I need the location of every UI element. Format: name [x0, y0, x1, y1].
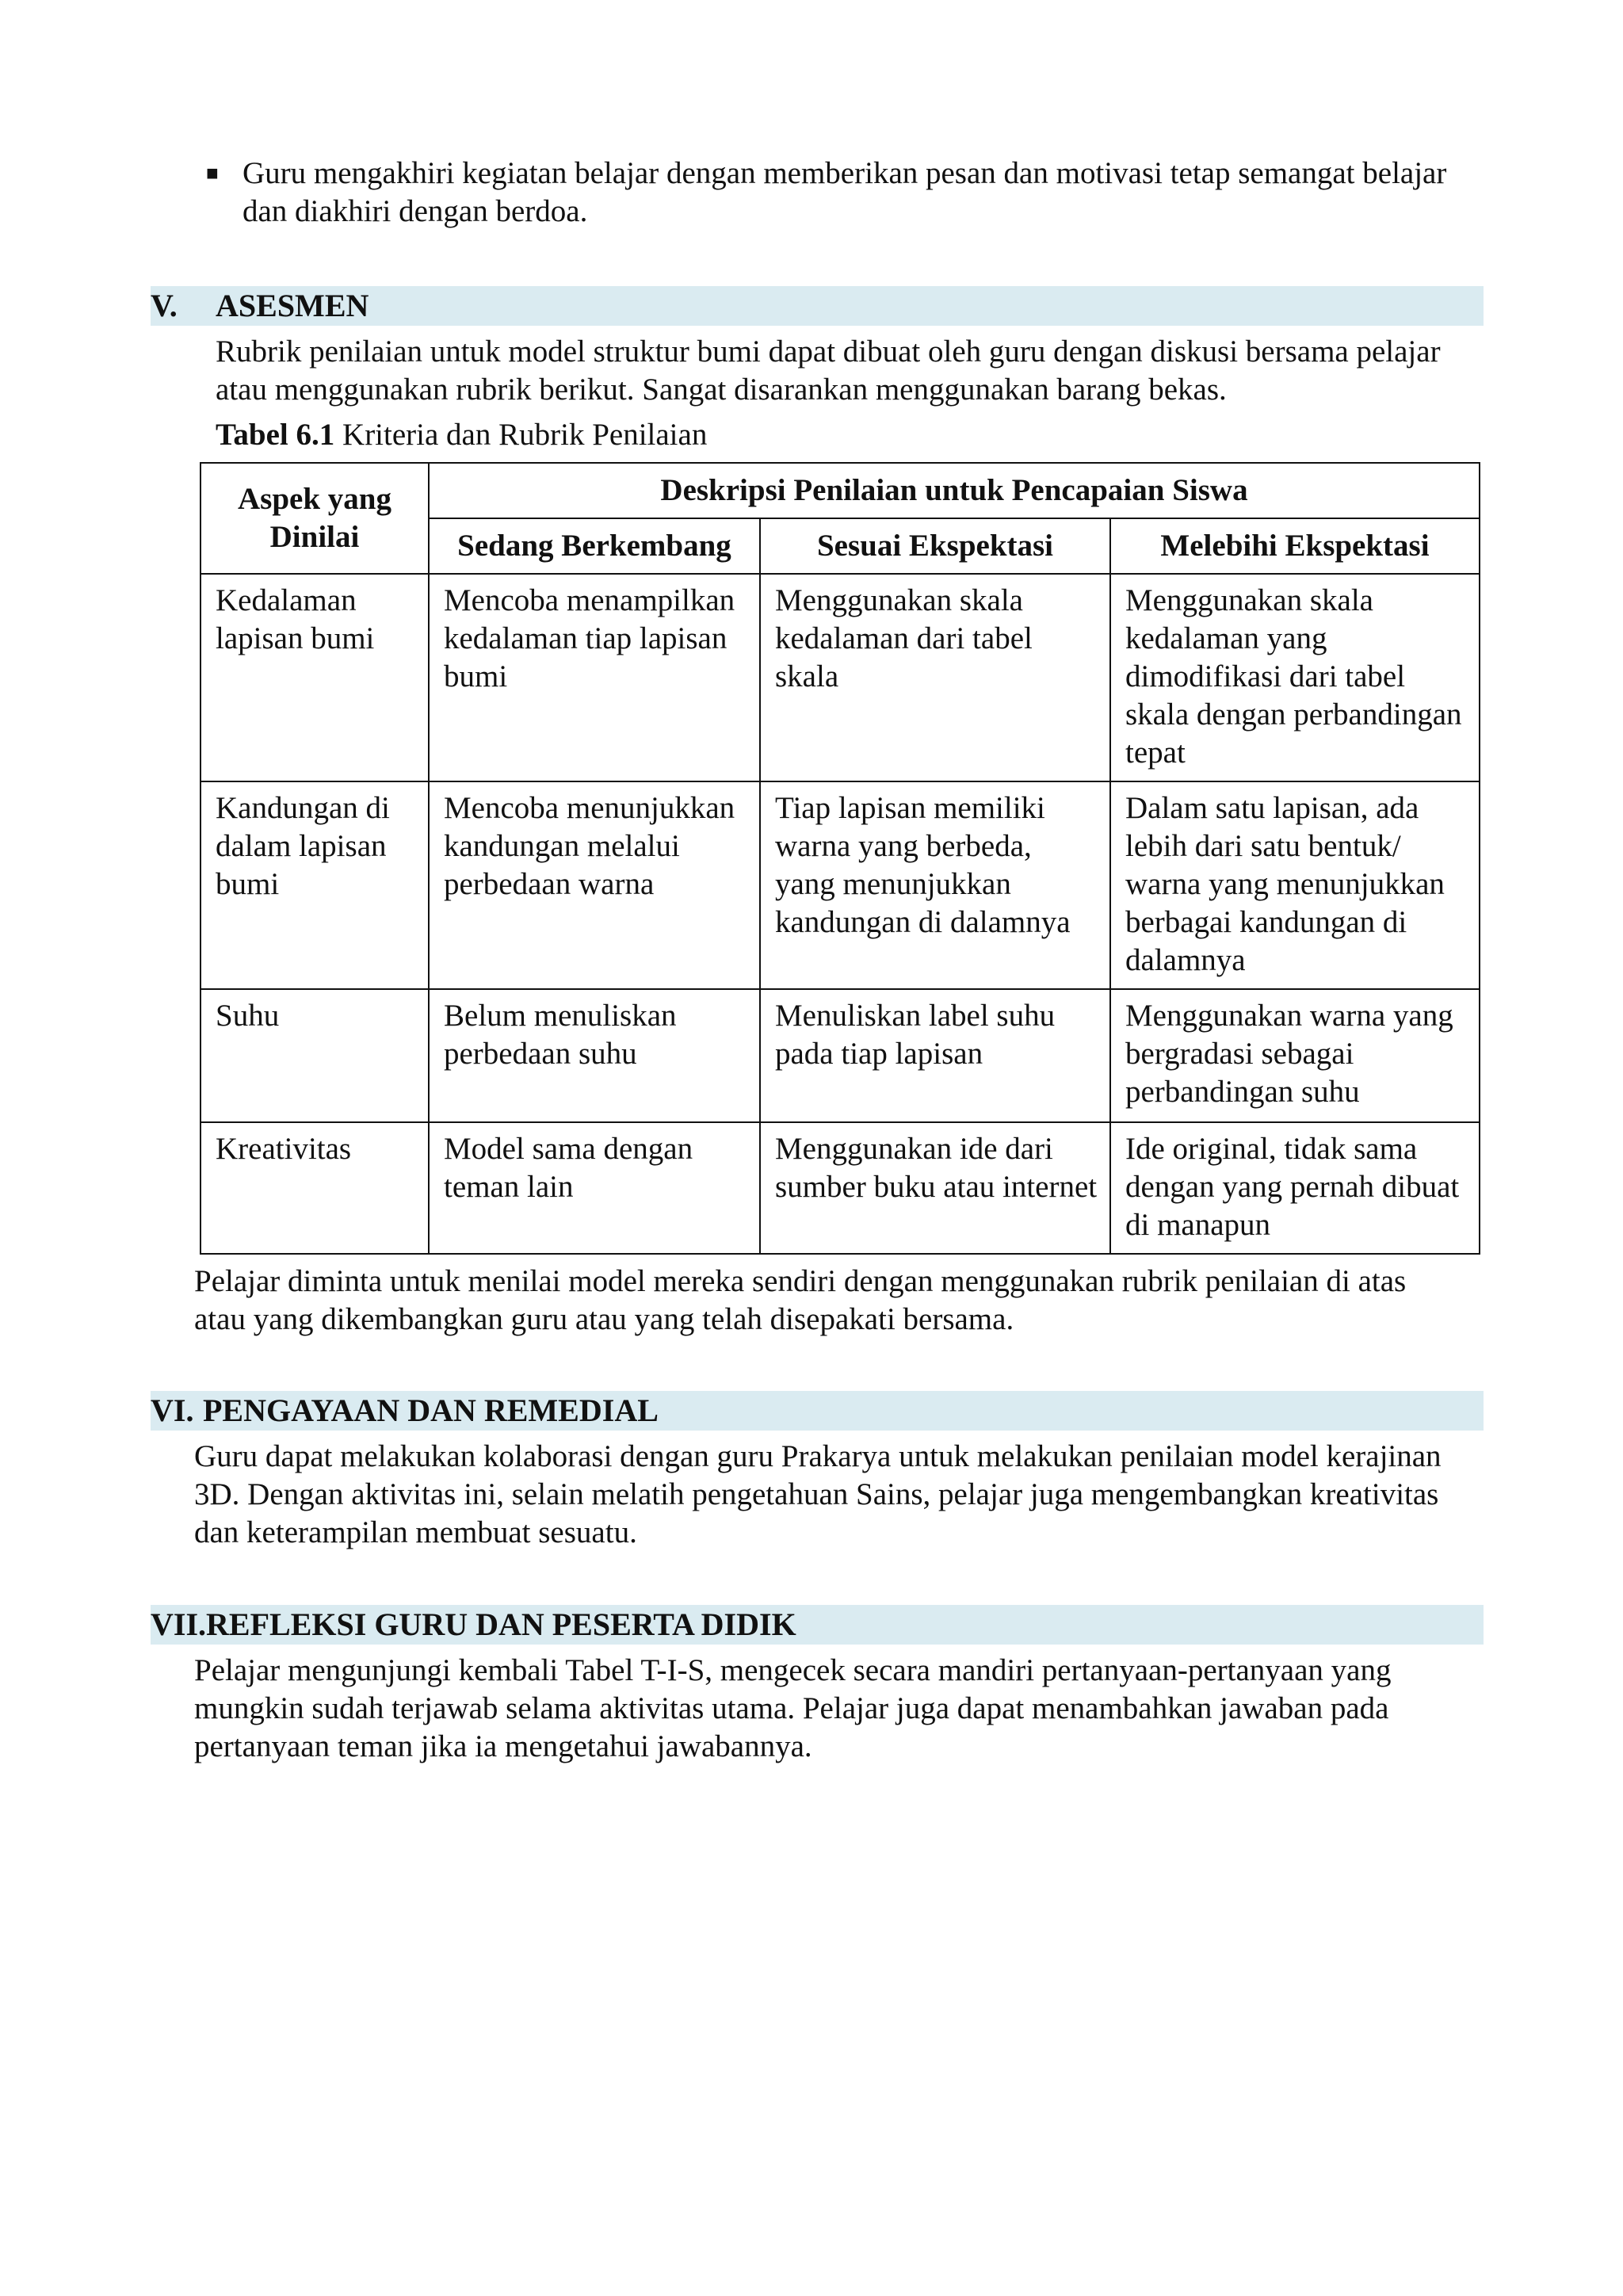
rubric-table [200, 462, 1480, 1255]
asesmen-outro: Pelajar diminta untuk menilai model mereka sendiri dengan menggunakan rubrik penilaian di atas atau yang dikembangkan guru atau yang telah disepakati bersama. [194, 1264, 1407, 1336]
rubric-cell: Mencoba menunjukkan kandungan melalui perbedaan warna [429, 781, 760, 989]
rubric-cell: Model sama dengan teman lain [429, 1122, 760, 1254]
rubric-cell: Ide original, tidak sama dengan yang pernah dibuat di manapun [1110, 1122, 1480, 1254]
aspect-header: Aspek yang Dinilai [200, 463, 429, 574]
aspect-cell: Kedalaman lapisan bumi [200, 574, 429, 781]
square-bullet-icon: ■ [206, 162, 219, 185]
section-title: ASESMEN [216, 288, 369, 323]
bullet-text: Guru mengakhiri kegiatan belajar dengan memberikan pesan dan motivasi tetap semangat belajar dan diakhiri dengan berdoa. [242, 156, 1447, 228]
rubric-cell: Menggunakan warna yang bergradasi sebagai perbandingan suhu [1110, 989, 1480, 1122]
aspect-cell: Suhu [200, 989, 429, 1122]
rubric-cell: Mencoba menampilkan kedalaman tiap lapisan bumi [429, 574, 760, 781]
section-title: PENGAYAAN DAN REMEDIAL [203, 1392, 659, 1428]
refleksi-body: Pelajar mengunjungi kembali Tabel T-I-S, mengecek secara mandiri pertanyaan-pertanyaan yang mungkin sudah terjawab selama aktivitas utama. Pelajar juga dapat menambahkan jawaban pada pertanyaan teman jika ia mengetahui jawabannya. [194, 1653, 1392, 1763]
level-header: Sesuai Ekspektasi [760, 518, 1110, 574]
rubric-cell: Belum menuliskan perbedaan suhu [429, 989, 760, 1122]
table-row [200, 781, 1480, 989]
table-caption-label: Tabel 6.1 [216, 418, 335, 452]
closing-bullet [206, 155, 1452, 231]
level-header: Melebihi Ekspektasi [1110, 518, 1480, 574]
section-number: VII. [151, 1606, 207, 1642]
section-title: REFLEKSI GURU DAN PESERTA DIDIK [206, 1606, 796, 1642]
pengayaan-body: Guru dapat melakukan kolaborasi dengan guru Prakarya untuk melakukan penilaian model kerajinan 3D. Dengan aktivitas ini, selain melatih pengetahuan Sains, pelajar juga mengembangkan kreativitas dan keterampilan membuat sesuatu. [194, 1439, 1442, 1549]
section-heading-asesmen [151, 286, 1484, 326]
table-row [200, 989, 1480, 1122]
rubric-cell: Menggunakan skala kedalaman yang dimodifikasi dari tabel skala dengan perbandingan tepat [1110, 574, 1480, 781]
group-header: Deskripsi Penilaian untuk Pencapaian Siswa [429, 463, 1480, 518]
section-number: V. [151, 288, 178, 323]
table-caption [216, 416, 707, 454]
aspect-cell: Kreativitas [200, 1122, 429, 1254]
asesmen-intro: Rubrik penilaian untuk model struktur bumi dapat dibuat oleh guru dengan diskusi bersama pelajar atau menggunakan rubrik berikut. Sangat disarankan menggunakan barang bekas. [216, 334, 1441, 407]
table-caption-text: Kriteria dan Rubrik Penilaian [334, 418, 708, 452]
table-row [200, 1122, 1480, 1254]
level-header: Sedang Berkembang [429, 518, 760, 574]
table-row [200, 574, 1480, 781]
rubric-cell: Tiap lapisan memiliki warna yang berbeda, yang menunjukkan kandungan di dalamnya [760, 781, 1110, 989]
rubric-cell: Menggunakan skala kedalaman dari tabel skala [760, 574, 1110, 781]
section-heading-pengayaan [151, 1391, 1484, 1431]
rubric-cell: Dalam satu lapisan, ada lebih dari satu bentuk/ warna yang menunjukkan berbagai kandungan di dalamnya [1110, 781, 1480, 989]
aspect-cell: Kandungan di dalam lapisan bumi [200, 781, 429, 989]
section-number: VI. [151, 1392, 194, 1428]
section-heading-refleksi [151, 1605, 1484, 1645]
rubric-cell: Menggunakan ide dari sumber buku atau internet [760, 1122, 1110, 1254]
rubric-cell: Menuliskan label suhu pada tiap lapisan [760, 989, 1110, 1122]
